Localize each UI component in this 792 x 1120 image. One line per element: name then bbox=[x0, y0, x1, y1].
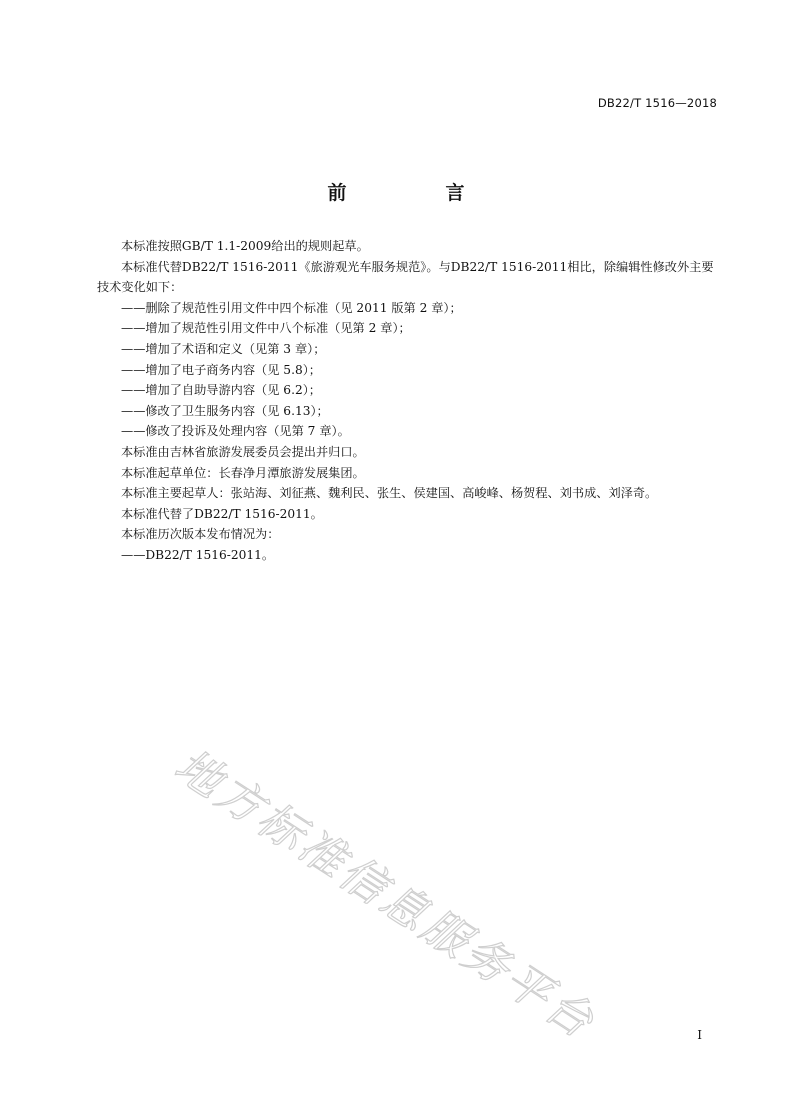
page-number: I bbox=[697, 1028, 702, 1042]
list-item: ——删除了规范性引用文件中四个标准（见 2011 版第 2 章）； bbox=[121, 300, 462, 315]
paragraph-replacement: 本标准代替DB22/T 1516-2011《旅游观光车服务规范》。与DB22/T 1516-2011相比，除编辑性修改外主要技术变化如下： bbox=[97, 259, 714, 295]
watermark: 地方标准信息服务平台 bbox=[165, 738, 606, 1050]
list-item: ——修改了卫生服务内容（见 6.13）； bbox=[121, 403, 329, 418]
list-item: ——增加了术语和定义（见第 3 章）； bbox=[121, 341, 326, 356]
document-code: DB22/T 1516—2018 bbox=[597, 96, 717, 110]
paragraph-history-intro: 本标准历次版本发布情况为： bbox=[121, 527, 280, 542]
page-title: 前 言 bbox=[327, 182, 505, 204]
list-item: ——修改了投诉及处理内容（见第 7 章）。 bbox=[121, 424, 350, 439]
list-item: ——增加了规范性引用文件中八个标准（见第 2 章）； bbox=[121, 321, 411, 336]
list-item: ——增加了自助导游内容（见 6.2）； bbox=[121, 383, 321, 398]
paragraph-proposer: 本标准由吉林省旅游发展委员会提出并归口。 bbox=[121, 444, 365, 459]
paragraph-supersedes: 本标准代替了DB22/T 1516-2011。 bbox=[121, 506, 323, 521]
changes-list bbox=[97, 298, 719, 442]
list-item: ——增加了电子商务内容（见 5.8）； bbox=[121, 362, 321, 377]
paragraph-drafters: 本标准主要起草人：张站海、刘征燕、魏利民、张生、侯建国、高峻峰、杨贺程、刘书成、刘泽奇。 bbox=[121, 486, 658, 501]
paragraph-drafting-unit: 本标准起草单位：长春净月潭旅游发展集团。 bbox=[121, 465, 365, 480]
list-item: ——DB22/T 1516-2011。 bbox=[121, 547, 275, 562]
paragraph-drafting-rules: 本标准按照GB/T 1.1-2009给出的规则起草。 bbox=[121, 239, 369, 253]
document-body bbox=[97, 236, 719, 566]
